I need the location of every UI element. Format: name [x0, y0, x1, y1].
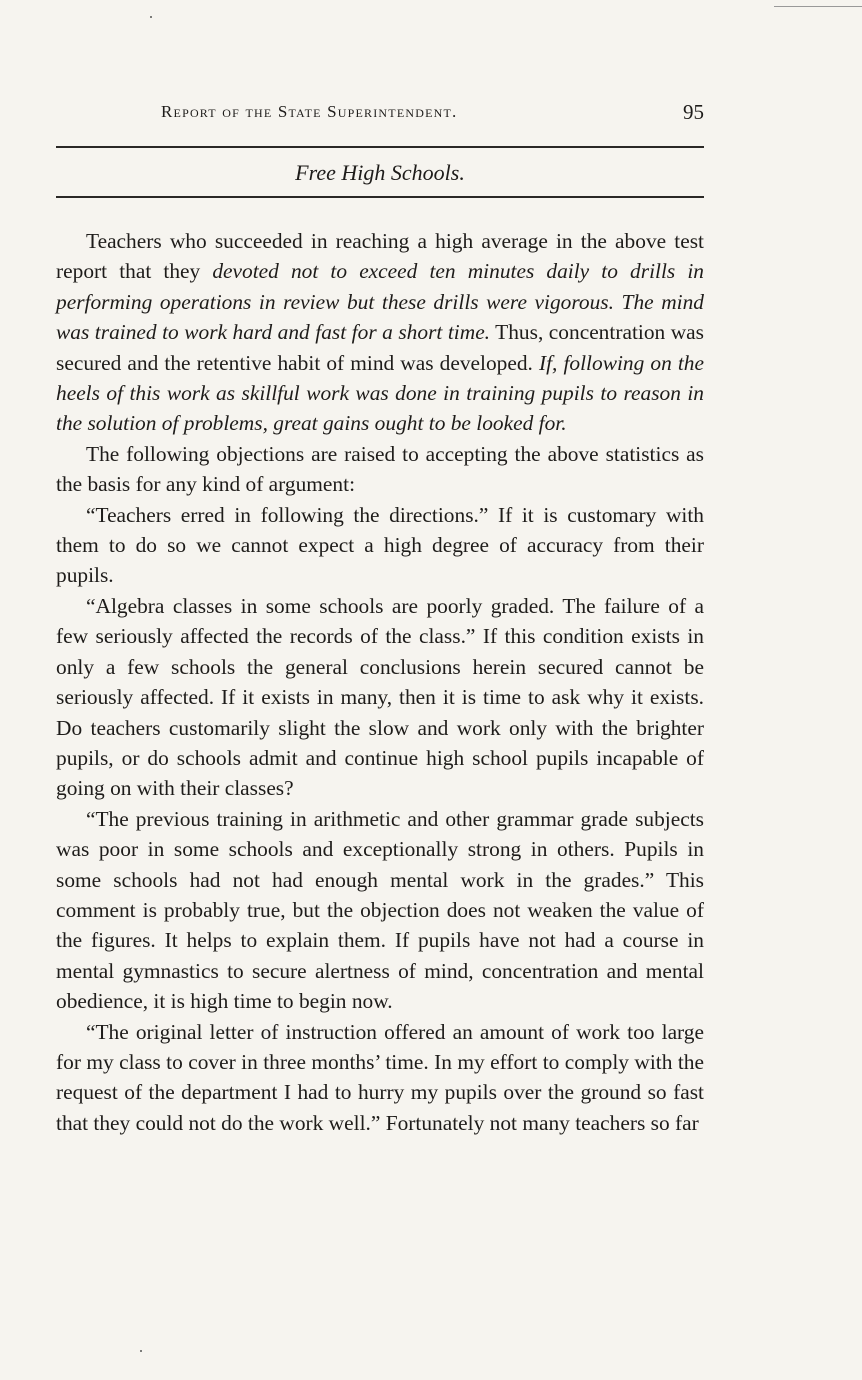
paragraph — [56, 804, 704, 1017]
section-rule — [56, 196, 704, 198]
section-title: Free High Schools. — [295, 160, 465, 185]
paragraph — [56, 591, 704, 804]
text-run: Thus, concentration was secured and the retentive habit of mind was developed. — [56, 320, 704, 375]
scan-edge-line — [774, 6, 862, 7]
text-run: The following objections are raised to accepting the above statistics as the basis for any kind of argument: — [56, 441, 704, 497]
scan-speck — [140, 1350, 142, 1352]
paragraph — [56, 1017, 704, 1139]
italic-text: If, following on the heels of this work as skillful work was done in training pupils to reason in the solution of problems, great gains ought to be looked for. — [56, 350, 704, 436]
page-number: 95 — [683, 100, 704, 124]
running-title: Report of the State Superintendent. — [161, 102, 458, 121]
paragraph — [56, 500, 704, 591]
text-run: “The original letter of instruction offered an amount of work too large for my class to cover in three months’ time. In my effort to comply with the request of the department I had to hurry my pupils over the ground so fast that they could not do the work well.” Fortunately not many teachers so far — [56, 1019, 704, 1135]
text-run: “The previous training in arithmetic and other grammar grade subjects was poor in some schools and exceptionally strong in others. Pupils in some schools had not had enough mental work in the grades.” This comment is probably true, but the objection does not weaken the value of the figures. It helps to explain them. If pupils have not had a course in mental gymnastics to secure alertness of mind, concentration and mental obedience, it is high time to begin now. — [56, 806, 704, 1014]
scan-speck — [150, 16, 152, 18]
text-run: Teachers who succeeded in reaching a high average in the above test report that they — [56, 229, 704, 284]
paragraph — [56, 439, 704, 500]
text-run: “Algebra classes in some schools are poorly graded. The failure of a few seriously affected the records of the class.” If this condition exists in only a few schools the general conclusions herein secured cannot be seriously affected. If it exists in many, then it is time to ask why it exists. Do teachers customarily slight the slow and work only with the brighter pupils, or do schools admit and continue high school pupils incapable of going on with their classes? — [56, 593, 704, 801]
document-page — [56, 96, 704, 1138]
text-run: “Teachers erred in following the directions.” If it is customary with them to do so we cannot expect a high degree of accuracy from their pupils. — [56, 502, 704, 588]
running-head — [56, 96, 704, 136]
body-text — [56, 226, 704, 1138]
italic-text: devoted not to exceed ten minutes daily to drills in performing operations in review but these drills were vigorous. The mind was trained to work hard and fast for a short time. — [56, 259, 704, 345]
paragraph — [56, 226, 704, 439]
